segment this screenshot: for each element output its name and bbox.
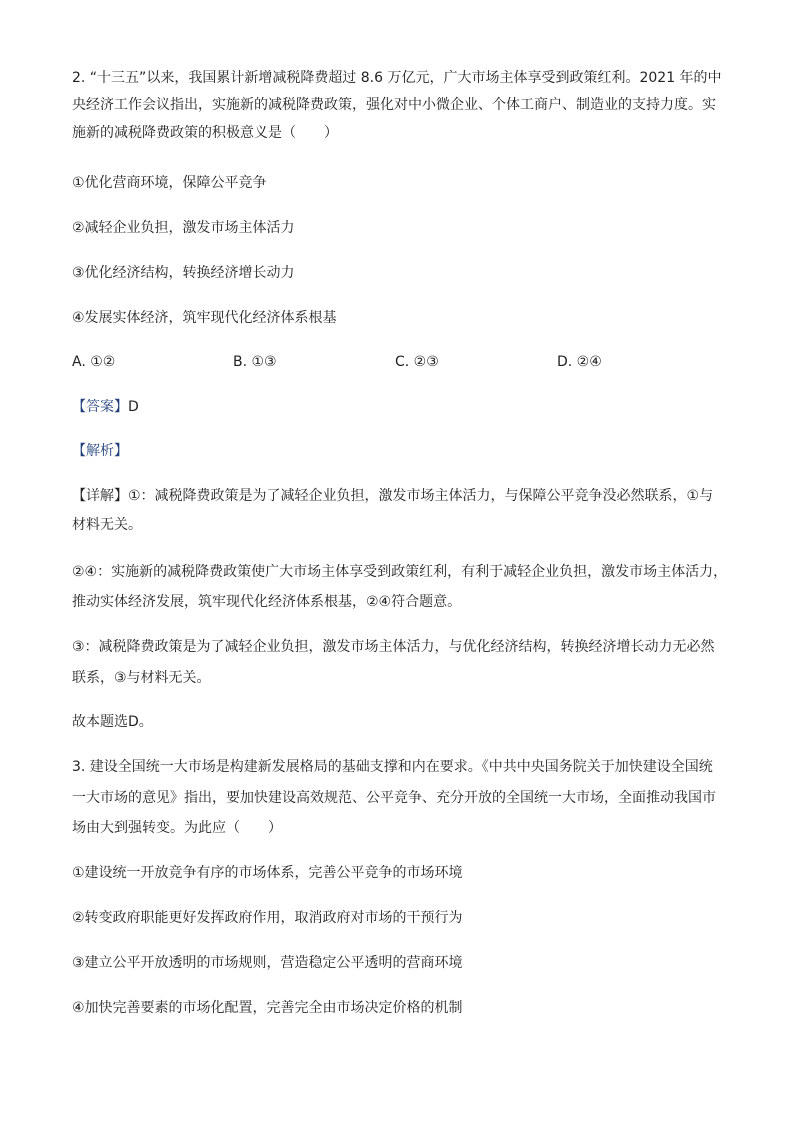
q3-statement-2: ②转变政府职能更好发挥政府作用，取消政府对市场的干预行为 bbox=[72, 910, 463, 926]
q2-analysis-heading bbox=[72, 441, 128, 461]
q2-answer bbox=[72, 397, 139, 417]
q3-stem-line-3: 场由大到强转变。为此应（ ） bbox=[72, 820, 282, 836]
q2-detail-line-5: ③：减税降费政策是为了减轻企业负担，激发市场主体活力，与优化经济结构，转换经济增长动力无必然 bbox=[72, 639, 715, 655]
q2-option-d: D. ②④ bbox=[557, 354, 602, 370]
q2-stem-line-3: 施新的减税降费政策的积极意义是（ ） bbox=[72, 125, 338, 141]
q2-option-a: A. ①② bbox=[72, 354, 116, 370]
q2-statement-3: ③优化经济结构，转换经济增长动力 bbox=[72, 265, 295, 281]
q3-stem-line-2: 一大市场的意见》指出，要加快建设高效规范、公平竞争、充分开放的全国统一大市场，全面推动我国市 bbox=[72, 790, 716, 806]
analysis-tag: 【解析】 bbox=[72, 443, 128, 459]
q2-detail-line-6: 联系，③与材料无关。 bbox=[72, 670, 211, 686]
q2-option-c: C. ②③ bbox=[395, 354, 439, 370]
q2-detail-line-2: 材料无关。 bbox=[72, 517, 142, 533]
q2-detail-line-3: ②④：实施新的减税降费政策使广大市场主体享受到政策红利，有利于减轻企业负担，激发市场主体活力， bbox=[72, 564, 728, 580]
q3-statement-1: ①建设统一开放竞争有序的市场体系，完善公平竞争的市场环境 bbox=[72, 865, 463, 881]
detail-tag: 【详解】 bbox=[72, 488, 128, 504]
q2-conclusion: 故本题选D。 bbox=[72, 714, 153, 730]
q2-statement-2: ②减轻企业负担，激发市场主体活力 bbox=[72, 220, 295, 236]
detail-text: ①：减税降费政策是为了减轻企业负担，激发市场主体活力，与保障公平竞争没必然联系，①与 bbox=[128, 488, 714, 504]
q3-stem-line-1: 3. 建设全国统一大市场是构建新发展格局的基础支撑和内在要求。《中共中央国务院关于加快建设全国统 bbox=[72, 759, 713, 775]
q2-detail-line-4: 推动实体经济发展，筑牢现代化经济体系根基，②④符合题意。 bbox=[72, 594, 462, 610]
q2-stem-line-1: 2. “十三五”以来，我国累计新增减税降费超过 8.6 万亿元，广大市场主体享受到政策红利。2021 年的中 bbox=[72, 70, 722, 86]
q3-statement-3: ③建立公平开放透明的市场规则，营造稳定公平透明的营商环境 bbox=[72, 955, 463, 971]
q2-statement-1: ①优化营商环境，保障公平竞争 bbox=[72, 175, 267, 191]
q2-option-b: B. ①③ bbox=[233, 354, 277, 370]
q2-stem-line-2: 央经济工作会议指出，实施新的减税降费政策，强化对中小微企业、个体工商户、制造业的支持力度。实 bbox=[72, 97, 716, 113]
q3-statement-4: ④加快完善要素的市场化配置，完善完全由市场决定价格的机制 bbox=[72, 1000, 463, 1016]
answer-tag: 【答案】 bbox=[72, 399, 128, 415]
q2-statement-4: ④发展实体经济，筑牢现代化经济体系根基 bbox=[72, 310, 337, 326]
answer-value: D bbox=[128, 399, 139, 415]
q2-detail-line-1 bbox=[72, 486, 713, 506]
